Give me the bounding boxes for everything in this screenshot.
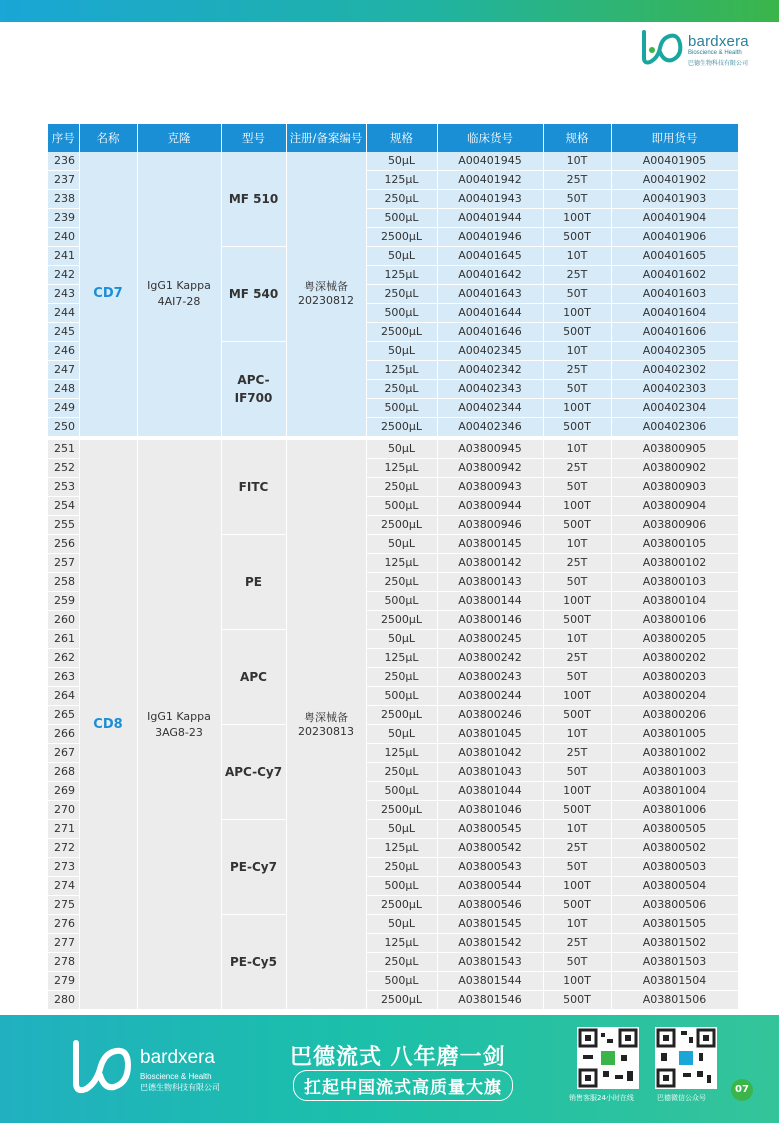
- model-name: APC-IF700: [221, 342, 286, 437]
- spec-tests: 500T: [543, 323, 611, 342]
- spec-volume: 250μL: [366, 478, 437, 497]
- spec-tests: 500T: [543, 418, 611, 437]
- spec-tests: 50T: [543, 668, 611, 687]
- clinical-sku: A00402345: [437, 342, 543, 361]
- clinical-sku: A03801543: [437, 953, 543, 972]
- qr-caption-customer-service: 销售客服24小时在线: [569, 1094, 634, 1102]
- clone-id: 3AG8-23: [155, 725, 203, 739]
- ready-sku: A03800504: [611, 877, 738, 896]
- spec-volume: 125μL: [366, 744, 437, 763]
- ready-sku: A00401902: [611, 171, 738, 190]
- row-index: 263: [48, 668, 79, 687]
- row-index: 267: [48, 744, 79, 763]
- spec-tests: 100T: [543, 877, 611, 896]
- clinical-sku: A03800145: [437, 535, 543, 554]
- ready-sku: A03800103: [611, 573, 738, 592]
- row-index: 247: [48, 361, 79, 380]
- row-index: 252: [48, 459, 79, 478]
- col-header-name: 名称: [79, 124, 137, 152]
- row-index: 256: [48, 535, 79, 554]
- row-index: 237: [48, 171, 79, 190]
- ready-sku: A00401603: [611, 285, 738, 304]
- spec-tests: 500T: [543, 228, 611, 247]
- spec-volume: 50μL: [366, 342, 437, 361]
- clinical-sku: A03800942: [437, 459, 543, 478]
- clinical-sku: A00402344: [437, 399, 543, 418]
- col-header-ready-sku: 即用货号: [611, 124, 738, 152]
- clinical-sku: A03800243: [437, 668, 543, 687]
- spec-tests: 500T: [543, 706, 611, 725]
- clinical-sku: A03800946: [437, 516, 543, 535]
- col-header-spec: 规格: [366, 124, 437, 152]
- product-name: CD7: [79, 152, 137, 437]
- table-row: [48, 152, 738, 171]
- spec-volume: 250μL: [366, 763, 437, 782]
- spec-volume: 250μL: [366, 190, 437, 209]
- row-index: 242: [48, 266, 79, 285]
- model-name: FITC: [221, 440, 286, 535]
- row-index: 278: [48, 953, 79, 972]
- row-index: 276: [48, 915, 79, 934]
- clinical-sku: A03800945: [437, 440, 543, 459]
- ready-sku: A00402304: [611, 399, 738, 418]
- clinical-sku: A03801044: [437, 782, 543, 801]
- clinical-sku: A03800944: [437, 497, 543, 516]
- spec-tests: 100T: [543, 304, 611, 323]
- spec-tests: 25T: [543, 459, 611, 478]
- footer-brand-name: bardxera: [140, 1047, 215, 1068]
- spec-volume: 50μL: [366, 725, 437, 744]
- footer-brand-subtitle-en: Bioscience & Health: [140, 1072, 212, 1081]
- ready-sku: A03801506: [611, 991, 738, 1010]
- spec-volume: 2500μL: [366, 611, 437, 630]
- ready-sku: A03800203: [611, 668, 738, 687]
- model-name: PE-Cy7: [221, 820, 286, 915]
- row-index: 266: [48, 725, 79, 744]
- spec-tests: 10T: [543, 630, 611, 649]
- model-name: PE: [221, 535, 286, 630]
- brand-subtitle-cn: 巴德生物科技有限公司: [688, 60, 749, 67]
- qr-code-customer-service: [577, 1027, 639, 1089]
- spec-volume: 500μL: [366, 304, 437, 323]
- product-table: [48, 124, 739, 1010]
- spec-volume: 2500μL: [366, 418, 437, 437]
- col-header-clinical-sku: 临床货号: [437, 124, 543, 152]
- spec-volume: 500μL: [366, 592, 437, 611]
- row-index: 257: [48, 554, 79, 573]
- row-index: 236: [48, 152, 79, 171]
- spec-volume: 125μL: [366, 554, 437, 573]
- row-index: 269: [48, 782, 79, 801]
- spec-volume: 2500μL: [366, 323, 437, 342]
- footer-brand-subtitle-cn: 巴德生物科技有限公司: [140, 1083, 220, 1092]
- clinical-sku: A03801043: [437, 763, 543, 782]
- spec-tests: 500T: [543, 801, 611, 820]
- row-index: 272: [48, 839, 79, 858]
- row-index: 246: [48, 342, 79, 361]
- row-index: 259: [48, 592, 79, 611]
- qr-code-wechat: [655, 1027, 717, 1089]
- spec-volume: 250μL: [366, 380, 437, 399]
- spec-volume: 125μL: [366, 459, 437, 478]
- qr-code-icon: [655, 1027, 717, 1089]
- spec-tests: 50T: [543, 858, 611, 877]
- clinical-sku: A00402346: [437, 418, 543, 437]
- clinical-sku: A03800545: [437, 820, 543, 839]
- table-header-row: [48, 124, 738, 152]
- spec-volume: 500μL: [366, 209, 437, 228]
- spec-volume: 125μL: [366, 171, 437, 190]
- registration-label: 粤深械备: [304, 710, 348, 724]
- spec-volume: 2500μL: [366, 896, 437, 915]
- spec-tests: 25T: [543, 839, 611, 858]
- row-index: 248: [48, 380, 79, 399]
- clinical-sku: A03801045: [437, 725, 543, 744]
- spec-volume: 2500μL: [366, 516, 437, 535]
- ready-sku: A03800505: [611, 820, 738, 839]
- clinical-sku: A00401943: [437, 190, 543, 209]
- ready-sku: A03800204: [611, 687, 738, 706]
- ready-sku: A00402303: [611, 380, 738, 399]
- row-index: 255: [48, 516, 79, 535]
- spec-volume: 2500μL: [366, 706, 437, 725]
- spec-tests: 50T: [543, 478, 611, 497]
- ready-sku: A03801503: [611, 953, 738, 972]
- ready-sku: A03801504: [611, 972, 738, 991]
- clinical-sku: A03801546: [437, 991, 543, 1010]
- ready-sku: A03800105: [611, 535, 738, 554]
- spec-tests: 500T: [543, 611, 611, 630]
- ready-sku: A03800106: [611, 611, 738, 630]
- bardxera-logo-icon: [640, 28, 684, 66]
- spec-volume: 125μL: [366, 839, 437, 858]
- spec-volume: 500μL: [366, 972, 437, 991]
- spec-tests: 25T: [543, 554, 611, 573]
- ready-sku: A03800205: [611, 630, 738, 649]
- spec-tests: 10T: [543, 725, 611, 744]
- ready-sku: A03800903: [611, 478, 738, 497]
- table-body: [48, 152, 738, 1010]
- row-index: 280: [48, 991, 79, 1010]
- model-name: MF 540: [221, 247, 286, 342]
- ready-sku: A00401605: [611, 247, 738, 266]
- table-row: [48, 440, 738, 459]
- model-name: PE-Cy5: [221, 915, 286, 1010]
- registration-label: 粤深械备: [304, 280, 348, 293]
- spec-volume: 250μL: [366, 668, 437, 687]
- col-header-spec-test: 规格: [543, 124, 611, 152]
- clinical-sku: A03800142: [437, 554, 543, 573]
- clinical-sku: A03800242: [437, 649, 543, 668]
- row-index: 238: [48, 190, 79, 209]
- clone-isotype: IgG1 Kappa: [147, 279, 211, 292]
- row-index: 277: [48, 934, 79, 953]
- row-index: 239: [48, 209, 79, 228]
- row-index: 253: [48, 478, 79, 497]
- spec-tests: 25T: [543, 266, 611, 285]
- row-index: 273: [48, 858, 79, 877]
- clone-id: 4AI7-28: [157, 295, 201, 308]
- spec-volume: 500μL: [366, 399, 437, 418]
- ready-sku: A03801005: [611, 725, 738, 744]
- ready-sku: A00401906: [611, 228, 738, 247]
- clinical-sku: A00401644: [437, 304, 543, 323]
- row-index: 279: [48, 972, 79, 991]
- spec-volume: 50μL: [366, 915, 437, 934]
- clinical-sku: A03801544: [437, 972, 543, 991]
- row-index: 249: [48, 399, 79, 418]
- clinical-sku: A00401945: [437, 152, 543, 171]
- registration-cell: [286, 440, 366, 1010]
- row-index: 240: [48, 228, 79, 247]
- qr-code-icon: [577, 1027, 639, 1089]
- spec-volume: 2500μL: [366, 991, 437, 1010]
- spec-tests: 25T: [543, 649, 611, 668]
- ready-sku: A03800202: [611, 649, 738, 668]
- clinical-sku: A03800143: [437, 573, 543, 592]
- model-name: MF 510: [221, 152, 286, 247]
- ready-sku: A00401903: [611, 190, 738, 209]
- ready-sku: A00402306: [611, 418, 738, 437]
- spec-volume: 250μL: [366, 573, 437, 592]
- spec-volume: 50μL: [366, 152, 437, 171]
- ready-sku: A03800902: [611, 459, 738, 478]
- clinical-sku: A00401643: [437, 285, 543, 304]
- row-index: 274: [48, 877, 79, 896]
- row-index: 258: [48, 573, 79, 592]
- ready-sku: A03800502: [611, 839, 738, 858]
- top-gradient-bar: [0, 0, 779, 22]
- spec-tests: 50T: [543, 953, 611, 972]
- spec-tests: 25T: [543, 361, 611, 380]
- model-name: APC: [221, 630, 286, 725]
- row-index: 265: [48, 706, 79, 725]
- spec-volume: 125μL: [366, 649, 437, 668]
- clinical-sku: A03800543: [437, 858, 543, 877]
- spec-tests: 500T: [543, 516, 611, 535]
- registration-number: 20230813: [298, 724, 354, 738]
- spec-volume: 250μL: [366, 953, 437, 972]
- spec-volume: 125μL: [366, 934, 437, 953]
- row-index: 254: [48, 497, 79, 516]
- row-index: 243: [48, 285, 79, 304]
- ready-sku: A03800102: [611, 554, 738, 573]
- row-index: 271: [48, 820, 79, 839]
- clinical-sku: A00401944: [437, 209, 543, 228]
- spec-volume: 250μL: [366, 858, 437, 877]
- row-index: 261: [48, 630, 79, 649]
- spec-tests: 10T: [543, 820, 611, 839]
- ready-sku: A03801006: [611, 801, 738, 820]
- footer-banner: [0, 1015, 779, 1123]
- clinical-sku: A03801042: [437, 744, 543, 763]
- brand-name: bardxera: [688, 33, 749, 50]
- product-name: CD8: [79, 440, 137, 1010]
- ready-sku: A03801002: [611, 744, 738, 763]
- ready-sku: A03800904: [611, 497, 738, 516]
- row-index: 250: [48, 418, 79, 437]
- clinical-sku: A00401646: [437, 323, 543, 342]
- clone-cell: [137, 152, 221, 437]
- spec-tests: 50T: [543, 573, 611, 592]
- spec-tests: 50T: [543, 190, 611, 209]
- clinical-sku: A00401645: [437, 247, 543, 266]
- spec-volume: 125μL: [366, 361, 437, 380]
- row-index: 270: [48, 801, 79, 820]
- spec-tests: 10T: [543, 440, 611, 459]
- ready-sku: A03800503: [611, 858, 738, 877]
- registration-cell: [286, 152, 366, 437]
- clone-cell: [137, 440, 221, 1010]
- ready-sku: A00402305: [611, 342, 738, 361]
- spec-tests: 50T: [543, 763, 611, 782]
- spec-volume: 500μL: [366, 687, 437, 706]
- spec-volume: 500μL: [366, 497, 437, 516]
- spec-tests: 500T: [543, 896, 611, 915]
- ready-sku: A03801502: [611, 934, 738, 953]
- row-index: 251: [48, 440, 79, 459]
- clinical-sku: A03800146: [437, 611, 543, 630]
- row-index: 244: [48, 304, 79, 323]
- ready-sku: A03800906: [611, 516, 738, 535]
- clinical-sku: A03800546: [437, 896, 543, 915]
- spec-tests: 25T: [543, 744, 611, 763]
- ready-sku: A03801505: [611, 915, 738, 934]
- clinical-sku: A03801545: [437, 915, 543, 934]
- spec-tests: 10T: [543, 915, 611, 934]
- spec-tests: 100T: [543, 972, 611, 991]
- clinical-sku: A00401946: [437, 228, 543, 247]
- clinical-sku: A03800245: [437, 630, 543, 649]
- spec-tests: 10T: [543, 342, 611, 361]
- ready-sku: A00401905: [611, 152, 738, 171]
- spec-volume: 2500μL: [366, 228, 437, 247]
- spec-tests: 50T: [543, 380, 611, 399]
- clinical-sku: A00402342: [437, 361, 543, 380]
- row-index: 262: [48, 649, 79, 668]
- model-name: APC-Cy7: [221, 725, 286, 820]
- footer-slogan-bottom: 扛起中国流式高质量大旗: [293, 1070, 513, 1101]
- spec-tests: 100T: [543, 687, 611, 706]
- row-index: 275: [48, 896, 79, 915]
- spec-volume: 500μL: [366, 877, 437, 896]
- ready-sku: A03800104: [611, 592, 738, 611]
- spec-tests: 10T: [543, 535, 611, 554]
- ready-sku: A00401606: [611, 323, 738, 342]
- spec-tests: 25T: [543, 171, 611, 190]
- spec-volume: 125μL: [366, 266, 437, 285]
- clinical-sku: A03800943: [437, 478, 543, 497]
- spec-tests: 500T: [543, 991, 611, 1010]
- spec-volume: 50μL: [366, 247, 437, 266]
- row-index: 245: [48, 323, 79, 342]
- spec-volume: 50μL: [366, 440, 437, 459]
- row-index: 268: [48, 763, 79, 782]
- spec-tests: 100T: [543, 782, 611, 801]
- clinical-sku: A03800246: [437, 706, 543, 725]
- spec-tests: 100T: [543, 399, 611, 418]
- clinical-sku: A03800544: [437, 877, 543, 896]
- clinical-sku: A03800144: [437, 592, 543, 611]
- spec-tests: 10T: [543, 247, 611, 266]
- spec-volume: 50μL: [366, 535, 437, 554]
- col-header-registration: 注册/备案编号: [286, 124, 366, 152]
- spec-tests: 25T: [543, 934, 611, 953]
- spec-volume: 500μL: [366, 782, 437, 801]
- spec-tests: 50T: [543, 285, 611, 304]
- ready-sku: A03801004: [611, 782, 738, 801]
- clinical-sku: A00401942: [437, 171, 543, 190]
- qr-caption-wechat: 巴德微信公众号: [657, 1094, 706, 1102]
- clone-isotype: IgG1 Kappa: [147, 709, 211, 723]
- row-index: 260: [48, 611, 79, 630]
- footer-logo-icon: [70, 1037, 132, 1097]
- ready-sku: A00401904: [611, 209, 738, 228]
- clinical-sku: A00402343: [437, 380, 543, 399]
- spec-volume: 50μL: [366, 820, 437, 839]
- clinical-sku: A03801542: [437, 934, 543, 953]
- row-index: 264: [48, 687, 79, 706]
- clinical-sku: A03801046: [437, 801, 543, 820]
- spec-tests: 100T: [543, 209, 611, 228]
- spec-volume: 250μL: [366, 285, 437, 304]
- spec-tests: 100T: [543, 497, 611, 516]
- spec-tests: 100T: [543, 592, 611, 611]
- spec-volume: 2500μL: [366, 801, 437, 820]
- col-header-model: 型号: [221, 124, 286, 152]
- clinical-sku: A03800244: [437, 687, 543, 706]
- footer-slogan-top: 巴德流式 八年磨一剑: [290, 1045, 506, 1070]
- ready-sku: A03800206: [611, 706, 738, 725]
- ready-sku: A00402302: [611, 361, 738, 380]
- registration-number: 20230812: [298, 294, 354, 307]
- spec-volume: 50μL: [366, 630, 437, 649]
- ready-sku: A00401604: [611, 304, 738, 323]
- page-number-badge: 07: [731, 1079, 753, 1101]
- brand-logo: [640, 28, 770, 68]
- col-header-clone: 克隆: [137, 124, 221, 152]
- row-index: 241: [48, 247, 79, 266]
- ready-sku: A00401602: [611, 266, 738, 285]
- clinical-sku: A03800542: [437, 839, 543, 858]
- ready-sku: A03801003: [611, 763, 738, 782]
- clinical-sku: A00401642: [437, 266, 543, 285]
- ready-sku: A03800506: [611, 896, 738, 915]
- brand-subtitle-en: Bioscience & Health: [688, 50, 742, 56]
- ready-sku: A03800905: [611, 440, 738, 459]
- spec-tests: 10T: [543, 152, 611, 171]
- col-header-index: 序号: [48, 124, 79, 152]
